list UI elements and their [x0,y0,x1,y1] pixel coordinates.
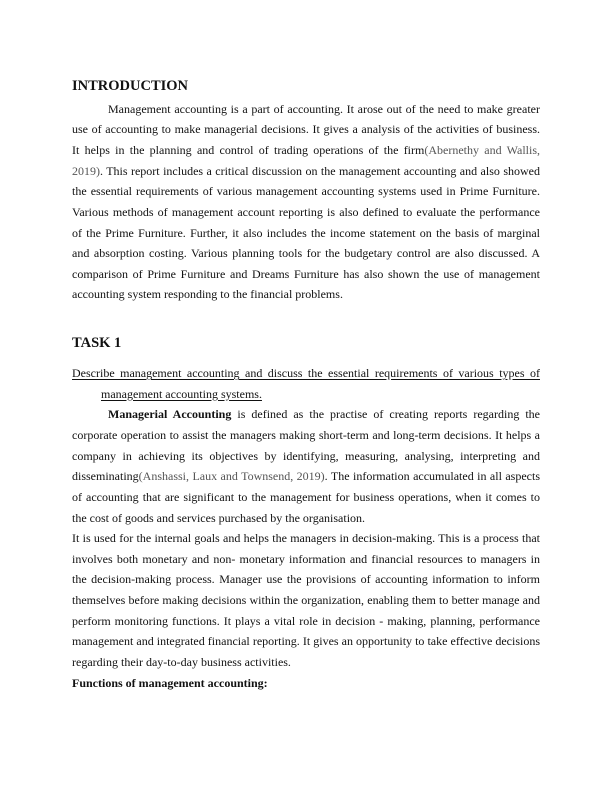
text-line: It is used for the internal goals and helps the managers in decision-making. This is a process that [72,531,540,546]
internal-goals-paragraph [72,528,540,672]
text-line: Management accounting is a part of accounting. It arose out of the need to make greater [108,101,540,116]
text-line: themselves before making decisions within the organization, enabling them to better manage and [72,593,540,608]
text-line: management and integrated financial reporting. It gives an opportunity to take effective decisions [72,634,540,649]
text-line: involves both monetary and non- monetary information and financial resources to managers in [72,551,540,566]
bold-term: Managerial Accounting [108,407,232,422]
functions-subheading: Functions of management accounting: [72,675,268,690]
text-line: the cost of goods and services purchased by the organisation. [72,510,366,525]
text-line: Describe management accounting and discuss the essential requirements of various types of [72,366,540,380]
text-line: Various methods of management account reporting is also defined to evaluate the performance [72,204,540,219]
text-line: and absorption costing. Various planning tools for the budgetary control are also discussed. A [72,246,540,261]
citation: (Anshassi, Laux and Townsend, 2019) [138,469,325,484]
text-line [72,140,540,161]
text-line: corporate operation to assist the managers making short-term and long-term decisions. It helps a [72,427,540,442]
citation: (Abernethy and Wallis, [424,142,540,157]
text-line: use of accounting to make managerial decisions. It gives a analysis of the activities of business. [72,122,540,137]
text-line: accounting system responding to the financial problems. [72,287,343,302]
introduction-heading: INTRODUCTION [72,78,189,94]
text-line: of the Prime Furniture. Further, it also includes the income statement on the basis of marginal [72,225,540,240]
text-line [72,466,540,487]
text-line: the decision-making process. Manager use the provisions of accounting information to inform [72,572,540,587]
text-line: the essential requirements of various management accounting systems used in Prime Furniture. [72,184,540,199]
text-line: perform monitoring functions. It plays a vital role in decision - making, planning, performance [72,613,540,628]
citation: 2019) [72,163,100,178]
text-line: regarding their day-to-day business activities. [72,655,291,670]
text-line: of accounting that are significant to the management for business operations, when it comes to [72,489,540,504]
task1-heading: TASK 1 [72,335,122,351]
text-segment: is defined as the practise of creating reports regarding the [231,407,540,422]
text-line: company in achieving its objectives by identifying, measuring, analysing, interpreting and [72,448,540,463]
text-line: management accounting systems. [101,386,262,401]
text-line [72,404,540,425]
text-segment: . The information accumulated in all aspects [324,469,540,484]
introduction-paragraph [72,99,540,305]
text-segment: disseminating [72,469,139,484]
text-segment: . This report includes a critical discussion on the management accounting and also showed [100,163,540,178]
text-line [72,161,540,182]
text-line: comparison of Prime Furniture and Dreams Furniture has also shown the use of management [72,266,540,281]
managerial-accounting-paragraph [72,404,540,528]
task1-question [72,363,540,404]
text-segment: It helps in the planning and control of trading operations of the firm [72,142,425,157]
